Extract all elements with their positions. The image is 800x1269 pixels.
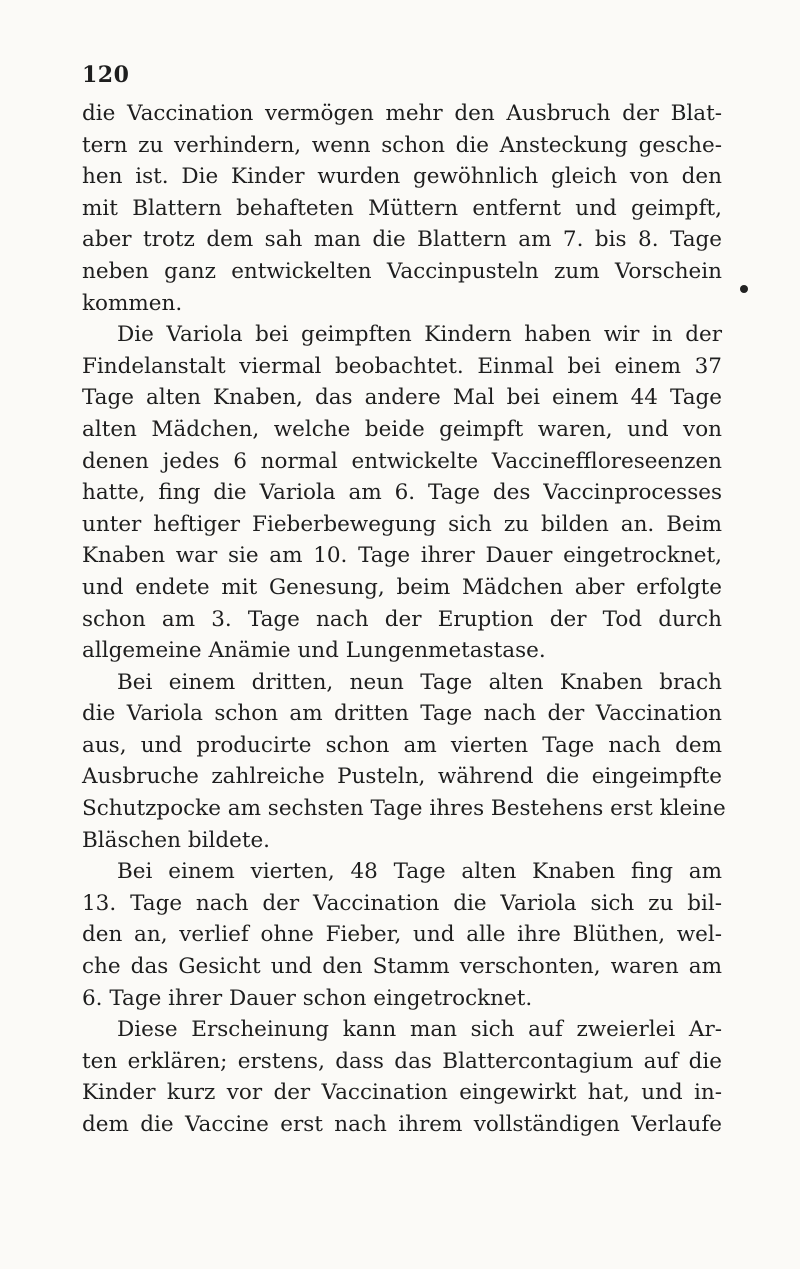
text-line: die Vaccination vermögen mehr den Ausbruch der Blat- (82, 101, 722, 126)
text-line: denen jedes 6 normal entwickelte Vaccineffloreseenzen (82, 448, 722, 474)
text-line: den an, verlief ohne Fieber, und alle ihre Blüthen, wel- (82, 922, 722, 948)
text-line: Bläschen bildete. (82, 827, 271, 853)
text-line: 13. Tage nach der Vaccination die Variola sich zu bil- (82, 890, 722, 916)
text-body (82, 98, 726, 1141)
text-line: hatte, fing die Variola am 6. Tage des Vaccinprocesses (82, 480, 722, 506)
text-line: tern zu verhindern, wenn schon die Ansteckung gesche- (82, 132, 722, 158)
text-line: Bei einem vierten, 48 Tage alten Knaben fing am (117, 859, 722, 885)
text-line: schon am 3. Tage nach der Eruption der Tod durch (82, 606, 722, 632)
text-line: Knaben war sie am 10. Tage ihrer Dauer eingetrocknet, (82, 543, 722, 569)
margin-mark (740, 285, 748, 293)
text-line: aber trotz dem sah man die Blattern am 7. bis 8. Tage (82, 227, 722, 253)
text-line: die Variola schon am dritten Tage nach der Vaccination (82, 701, 722, 727)
text-line: Diese Erscheinung kann man sich auf zweierlei Ar- (117, 1017, 722, 1043)
text-line: kommen. (82, 290, 183, 316)
page-number: 120 (82, 62, 130, 88)
text-line: Findelanstalt viermal beobachtet. Einmal bei einem 37 (82, 353, 722, 379)
text-line: mit Blattern behafteten Müttern entfernt und geimpft, (82, 195, 722, 221)
text-line: Die Variola bei geimpften Kindern haben wir in der (117, 322, 722, 348)
text-line: Ausbruche zahlreiche Pusteln, während die eingeimpfte (82, 764, 722, 790)
text-line: Schutzpocke am sechsten Tage ihres Bestehens erst kleine (82, 796, 726, 822)
text-line: ten erklären; erstens, dass das Blattercontagium auf die (82, 1048, 722, 1074)
text-line: Tage alten Knaben, das andere Mal bei einem 44 Tage (82, 385, 722, 411)
text-line: Kinder kurz vor der Vaccination eingewirkt hat, und in- (82, 1080, 722, 1106)
text-line: allgemeine Anämie und Lungenmetastase. (82, 638, 546, 664)
text-line: alten Mädchen, welche beide geimpft waren, und von (82, 416, 722, 442)
text-line: 6. Tage ihrer Dauer schon eingetrocknet. (82, 985, 533, 1011)
text-line: neben ganz entwickelten Vaccinpusteln zum Vorschein (82, 258, 722, 284)
text-line: aus, und producirte schon am vierten Tage nach dem (82, 732, 722, 758)
text-line: und endete mit Genesung, beim Mädchen aber erfolgte (82, 574, 722, 600)
text-line: dem die Vaccine erst nach ihrem vollständigen Verlaufe (82, 1112, 722, 1137)
text-line: che das Gesicht und den Stamm verschonten, waren am (82, 954, 722, 980)
text-line: hen ist. Die Kinder wurden gewöhnlich gleich von den (82, 164, 722, 190)
text-line: unter heftiger Fieberbewegung sich zu bilden an. Beim (82, 511, 722, 537)
text-line: Bei einem dritten, neun Tage alten Knaben brach (117, 669, 722, 695)
